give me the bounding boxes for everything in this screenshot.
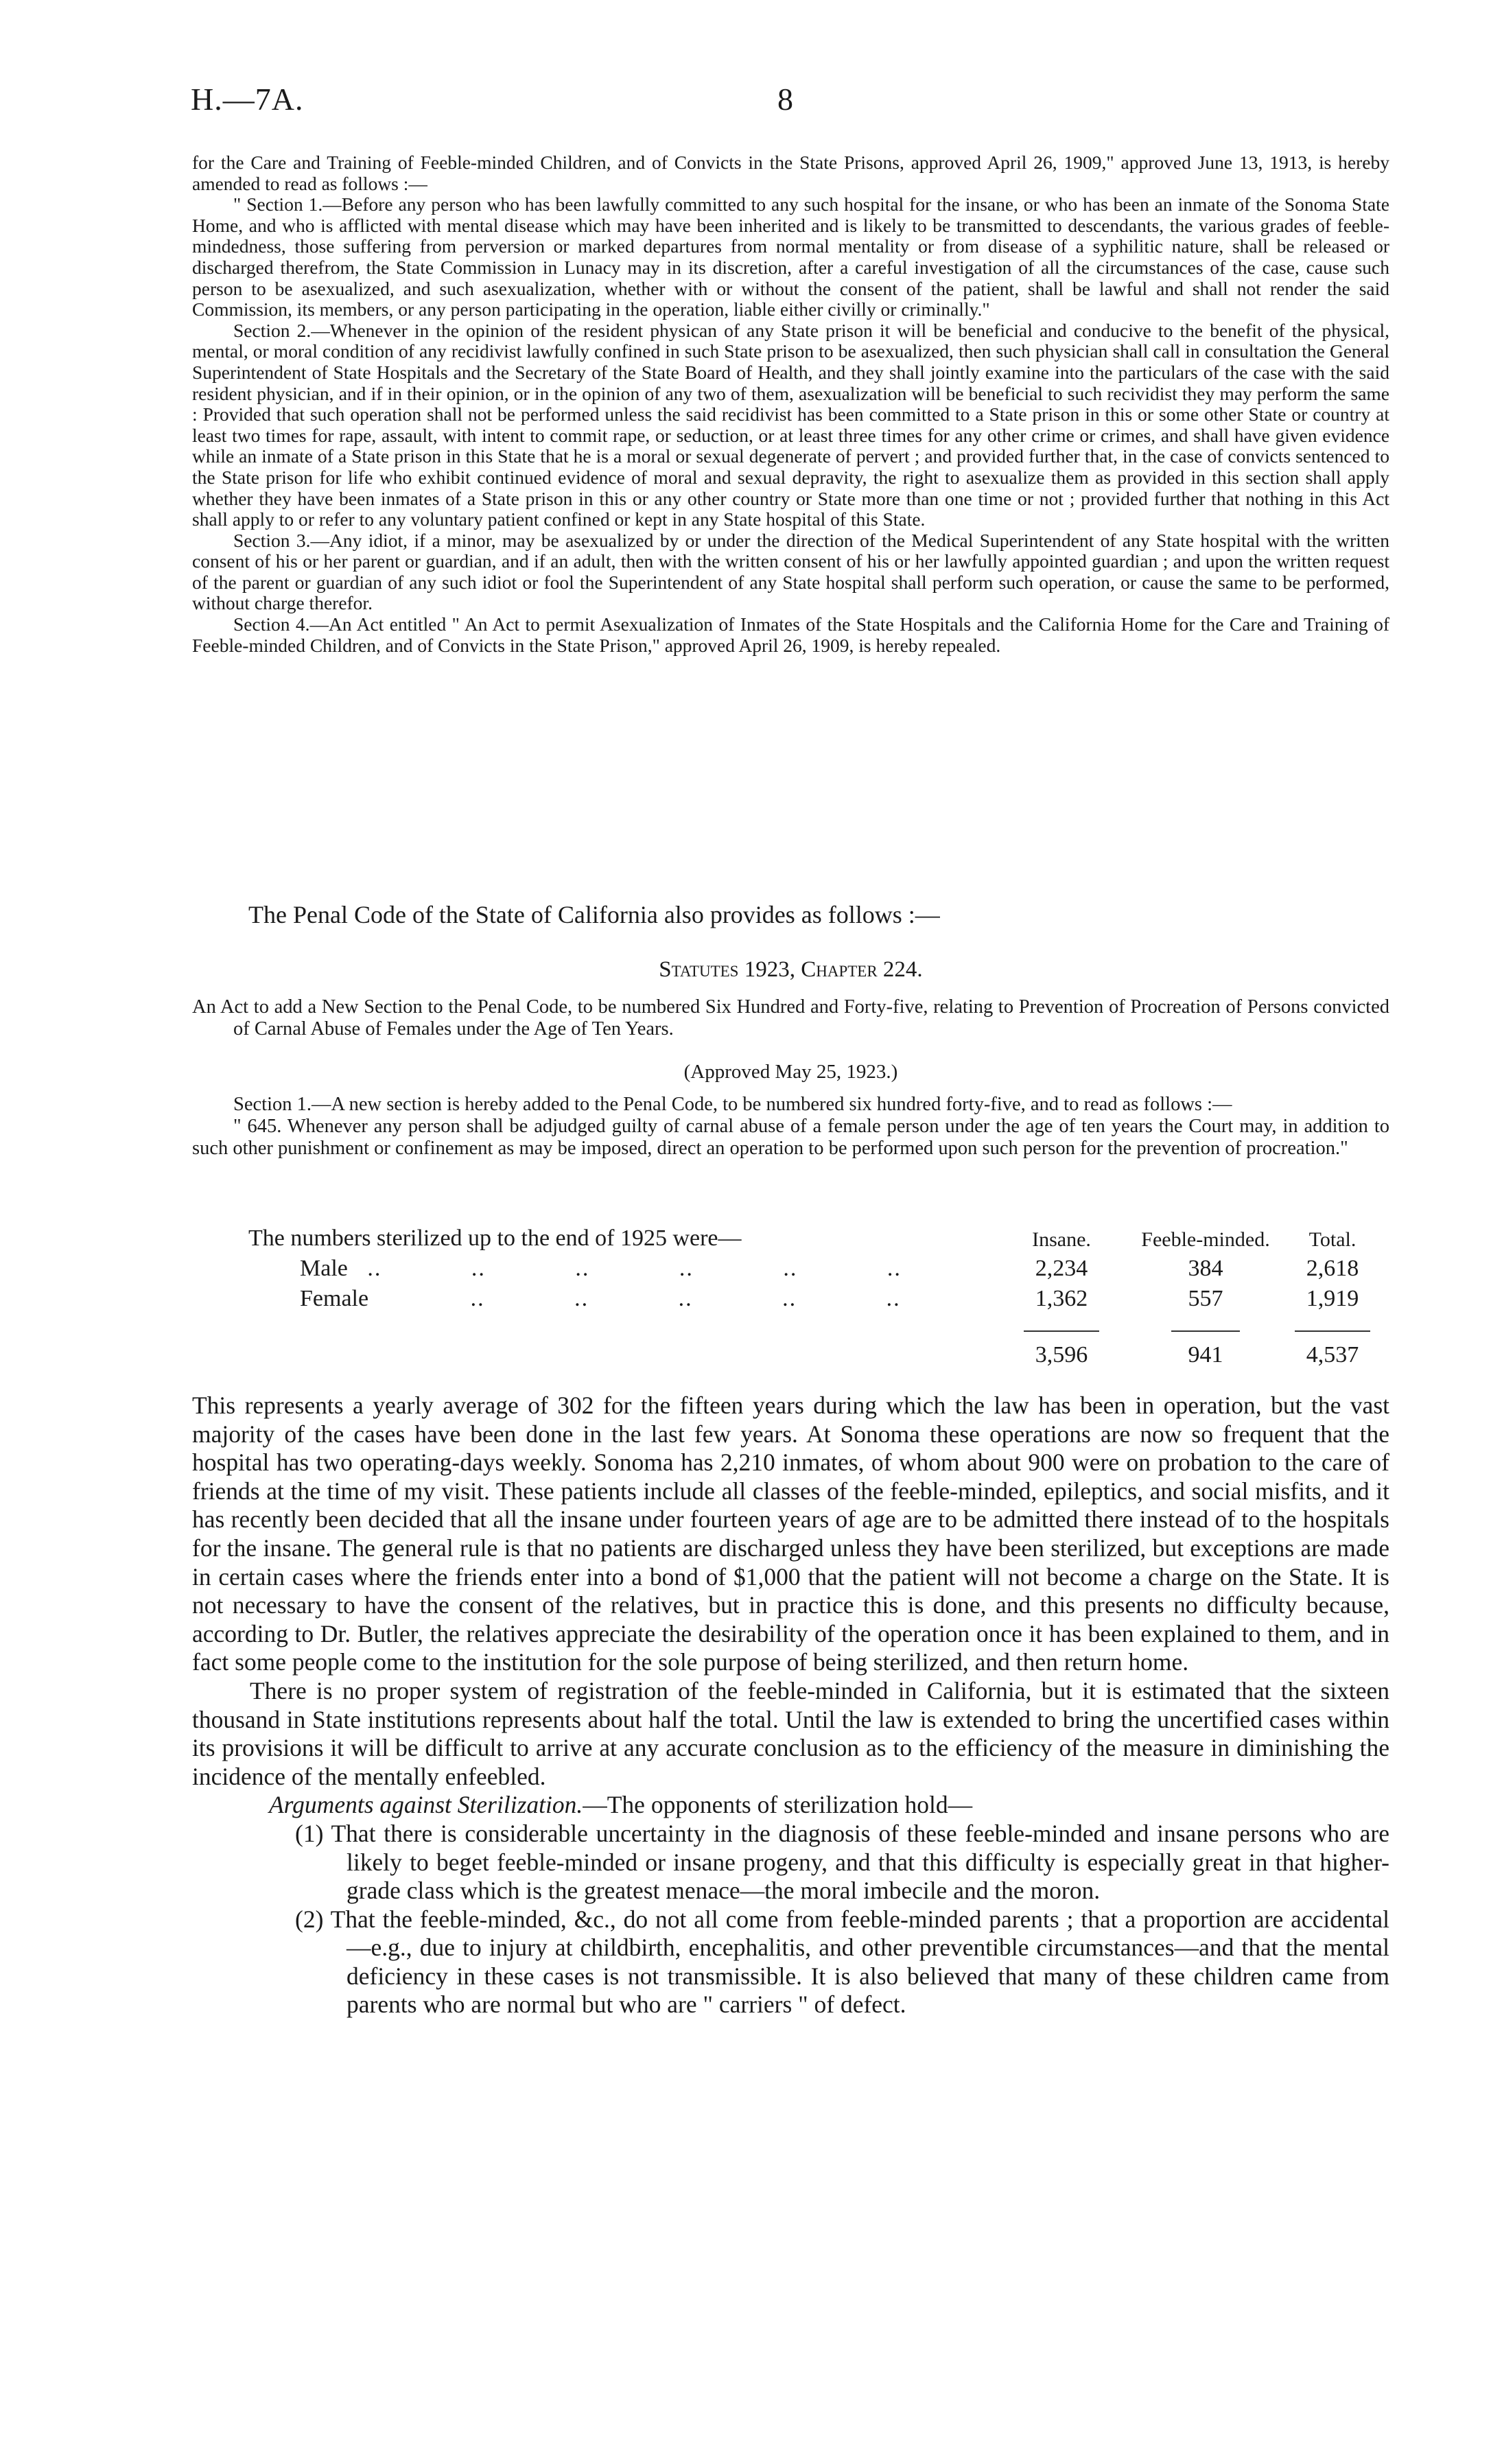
column-header-insane: Insane. [1032, 1228, 1091, 1251]
statute-section-2: Section 2.—Whenever in the opinion of the resident physican of any State prison it will be beneficial and conducive to the benefit of the physical, mental, or moral condition of any recidivist lawfully confined in such State prison to be asexualized, then such physician shall call in consultation the General Superintendent of State Hospitals and the Secretary of the State Board of Health, and they shall jointly examine into the particulars of the case with the said resident physician, and if in their opinion, or in the opinion of any two of them, asexualization will be beneficial to such recividist they may perform the same : Provided that such operation shall not be performed unless the said recidivist has been committed to a State prison in this or some other State or country at least two times for rape, assault, with intent to commit rape, or seduction, or at least three times for any other crime or crimes, and shall have given evidence while an inmate of a State prison in this State that he is a moral or sexual degenerate of pervert ; and provided further that, in the case of convicts sentenced to the State prison for life who exhibit continued evidence of moral and sexual depravity, the right to asexualize them as provided in this section shall apply whether they have been inmates of a State prison in this or any other country or State more than one time or not ; provided further that nothing in this Act shall apply to or refer to any voluntary patient confined or kept in any State hospital of this State. [192, 319, 1389, 530]
male-total: 2,618 [1306, 1256, 1359, 1281]
rule-feeble-minded [1137, 1312, 1274, 1338]
table-header-row [248, 1221, 1391, 1252]
dot-leader: .. .. .. .. .. .. [367, 1256, 902, 1281]
female-insane: 1,362 [1035, 1286, 1088, 1311]
list-item: (2) That the feeble-minded, &c., do not all come from feeble-minded parents ; that a proportion are accidental—e.g., due to injury at childbirth, encephalitis, and other preventible circumstances—and that the mental deficiency in these cases is not transmissible. It is also believed that many of these children came from parents who are normal but who are " carriers " of defect. [295, 1905, 1389, 2019]
total-insane: 3,596 [1035, 1342, 1088, 1368]
rule-total [1274, 1312, 1391, 1338]
arguments-heading-line [192, 1791, 1389, 1820]
male-feeble-minded: 384 [1188, 1256, 1223, 1281]
statute-1923-heading: Statutes 1923, Chapter 224. [659, 957, 923, 982]
row-label-male [248, 1252, 986, 1282]
act-title [192, 996, 1389, 1040]
penal-code-intro: The Penal Code of the State of California also provides as follows :— [248, 901, 940, 928]
act-title-text: An Act to add a New Section to the Penal Code, to be numbered Six Hundred and Forty-five, relating to Prevention of Procreation of Persons convicted of Carnal Abuse of Females under the Age of Ten Years. [192, 996, 1389, 1040]
row-label-text: Male [300, 1256, 348, 1281]
page-number: 8 [777, 82, 793, 117]
sterilization-table [248, 1221, 1391, 1368]
paragraph-sonoma: This represents a yearly average of 302 for the fifteen years during which the law has been in operation, but the vast majority of the cases have been done in the last few years. At Sonoma these operations are now so frequent that the hospital has two operating-days weekly. Sonoma has 2,210 inmates, of whom about 900 were on probation to the care of friends at the time of my visit. These patients include all classes of the feeble-minded, epileptics, and social misfits, and it has recently been decided that all the insane under fourteen years of age are to be admitted there instead of to the hospitals for the insane. The general rule is that no patients are discharged unless they have been sterilized, but exceptions are made in certain cases where the friends enter into a bond of $1,000 that the patient will not become a charge on the State. It is not necessary to have the consent of the relatives, but in practice this is done, and this presents no difficulty because, according to Dr. Butler, the relatives appreciate the desirability of the operation once it has been explained to them, and in fact some people come to the institution for the sole purpose of being sterilized, and then return home. [192, 1392, 1389, 1676]
table-caption: The numbers sterilized up to the end of 1925 were— [248, 1225, 742, 1251]
statute-1923-sections [192, 1094, 1389, 1160]
statute-1923-section-1: Section 1.—A new section is hereby added to the Penal Code, to be numbered six hundred forty-five, and to read as follows :— [233, 1094, 1232, 1115]
arguments-heading: Arguments against Sterilization. [269, 1791, 583, 1819]
table-total-row [248, 1338, 1391, 1368]
table-rule-row [248, 1312, 1391, 1338]
statute-section-1: " Section 1.—Before any person who has been lawfully committed to any such hospital for the insane, or who has been an inmate of the Sonoma State Home, and who is afflicted with mental disease which may have been inherited and is likely to be transmitted to descendants, the various grades of feeble-mindedness, those suffering from perversion or marked departures from normal mentality or from disease of a syphilitic nature, shall be released or discharged therefrom, the State Commission in Lunacy may in its discretion, after a careful investigation of all the circumstances of the case, cause such person to be asexualized, and such asexualization, whether with or without the consent of the patient, shall be lawful and shall not render the said Commission, its members, or any person participating in the operation, liable either civilly or criminally." [192, 193, 1389, 320]
row-label-text: Female [300, 1286, 369, 1311]
approved-date: (Approved May 25, 1923.) [683, 1061, 898, 1083]
arguments-intro: —The opponents of sterilization hold— [583, 1791, 973, 1819]
table-row [248, 1282, 1391, 1312]
column-header-feeble-minded: Feeble-minded. [1141, 1228, 1270, 1251]
list-item: (1) That there is considerable uncertainty in the diagnosis of these feeble-minded and insane persons who are likely to beget feeble-minded or insane progeny, and that this difficulty is especially great in that higher-grade class which is the greatest menace—the moral imbecile and the moron. [295, 1819, 1389, 1905]
female-feeble-minded: 557 [1188, 1286, 1223, 1311]
total-feeble-minded: 941 [1188, 1342, 1223, 1368]
total-total: 4,537 [1306, 1342, 1359, 1368]
row-label-female [248, 1282, 986, 1312]
column-header-total: Total. [1308, 1228, 1357, 1251]
paragraph-registration: There is no proper system of registration of the feeble-minded in California, but it is estimated that the sixteen thousand in State institutions represents about half the total. Until the law is extended to bring the uncertified cases within its provisions it will be difficult to arrive at any accurate conclusion as to the efficiency of the measure in diminishing the incidence of the mentally enfeebled. [192, 1676, 1389, 1790]
female-total: 1,919 [1306, 1286, 1359, 1311]
act-title-block [192, 996, 1389, 1040]
report-code: H.—7A. [191, 82, 304, 117]
report-body [192, 1392, 1389, 2019]
statute-section-4: Section 4.—An Act entitled " An Act to permit Asexualization of Inmates of the State Hospitals and the California Home for the Care and Training of Feeble-minded Children, and of Convicts in the State Prison," approved April 26, 1909, is hereby repealed. [192, 613, 1389, 656]
amended-statute-text [192, 152, 1389, 656]
penal-code-section-645: " 645. Whenever any person shall be adjudged guilty of carnal abuse of a female person under the age of ten years the Court may, in addition to such other punishment or confinement as may be imposed, direct an operation to be performed upon such person for the prevention of procreation." [192, 1116, 1389, 1159]
statute-intro: for the Care and Training of Feeble-minded Children, and of Convicts in the State Prisons, approved April 26, 1909," approved June 13, 1913, is hereby amended to read as follows :— [192, 152, 1389, 194]
male-insane: 2,234 [1035, 1256, 1088, 1281]
statute-section-3: Section 3.—Any idiot, if a minor, may be asexualized by or under the direction of the Medical Superintendent of any State hospital with the written consent of his or her parent or guardian, and if an adult, then with the written consent of his or her lawfully appointed guardian ; and upon the written request of the parent or guardian of any such idiot or fool the Superintendent of any State hospital shall perform such operation, or cause the same to be performed, without charge therefor. [192, 529, 1389, 614]
rule-insane [986, 1312, 1137, 1338]
table-row [248, 1252, 1391, 1282]
dot-leader: .. .. .. .. .. [470, 1286, 901, 1311]
